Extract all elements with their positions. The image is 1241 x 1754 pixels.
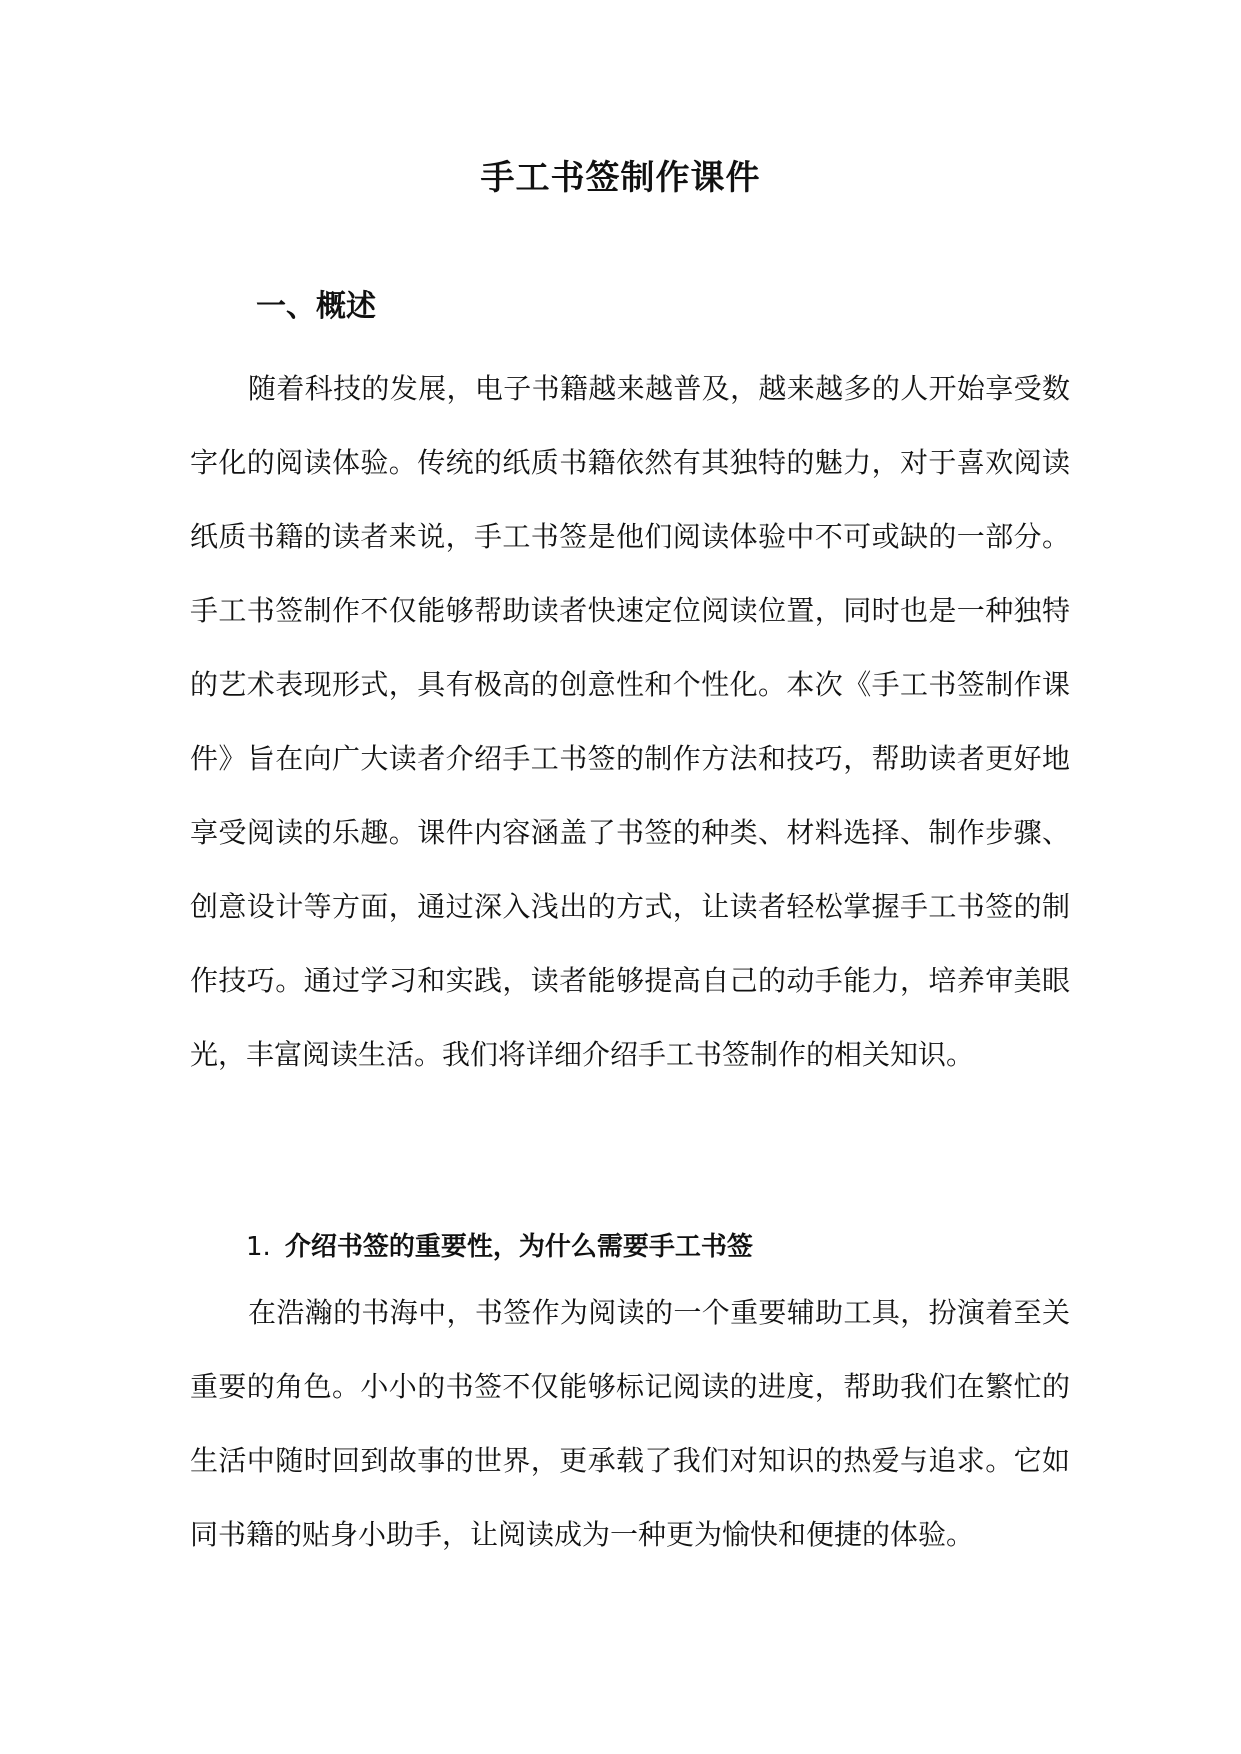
overview-paragraph: 随着科技的发展，电子书籍越来越普及，越来越多的人开始享受数字化的阅读体验。传统的纸质书籍依然有其独特的魅力，对于喜欢阅读纸质书籍的读者来说，手工书签是他们阅读体验中不可或缺的一部分。手工书签制作不仅能够帮助读者快速定位阅读位置，同时也是一种独特的艺术表现形式，具有极高的创意性和个性化。本次《手工书签制作课件》旨在向广大读者介绍手工书签的制作方法和技巧，帮助读者更好地享受阅读的乐趣。课件内容涵盖了书签的种类、材料选择、制作步骤、创意设计等方面，通过深入浅出的方式，让读者轻松掌握手工书签的制作技巧。通过学习和实践，读者能够提高自己的动手能力，培养审美眼光，丰富阅读生活。我们将详细介绍手工书签制作的相关知识。 — [190, 372, 1070, 1071]
section-heading-overview: 一、概述 — [256, 289, 376, 324]
subsection-title: 介绍书签的重要性，为什么需要手工书签 — [284, 1232, 753, 1262]
subsection-heading — [246, 1226, 753, 1263]
bookmark-importance-paragraph: 在浩瀚的书海中，书签作为阅读的一个重要辅助工具，扮演着至关重要的角色。小小的书签不仅能够标记阅读的进度，帮助我们在繁忙的生活中随时回到故事的世界，更承载了我们对知识的热爱与追求。它如同书籍的贴身小助手，让阅读成为一种更为愉快和便捷的体验。 — [190, 1296, 1070, 1551]
document-title: 手工书签制作课件 — [480, 158, 761, 198]
subsection-number: 1. — [246, 1232, 271, 1262]
